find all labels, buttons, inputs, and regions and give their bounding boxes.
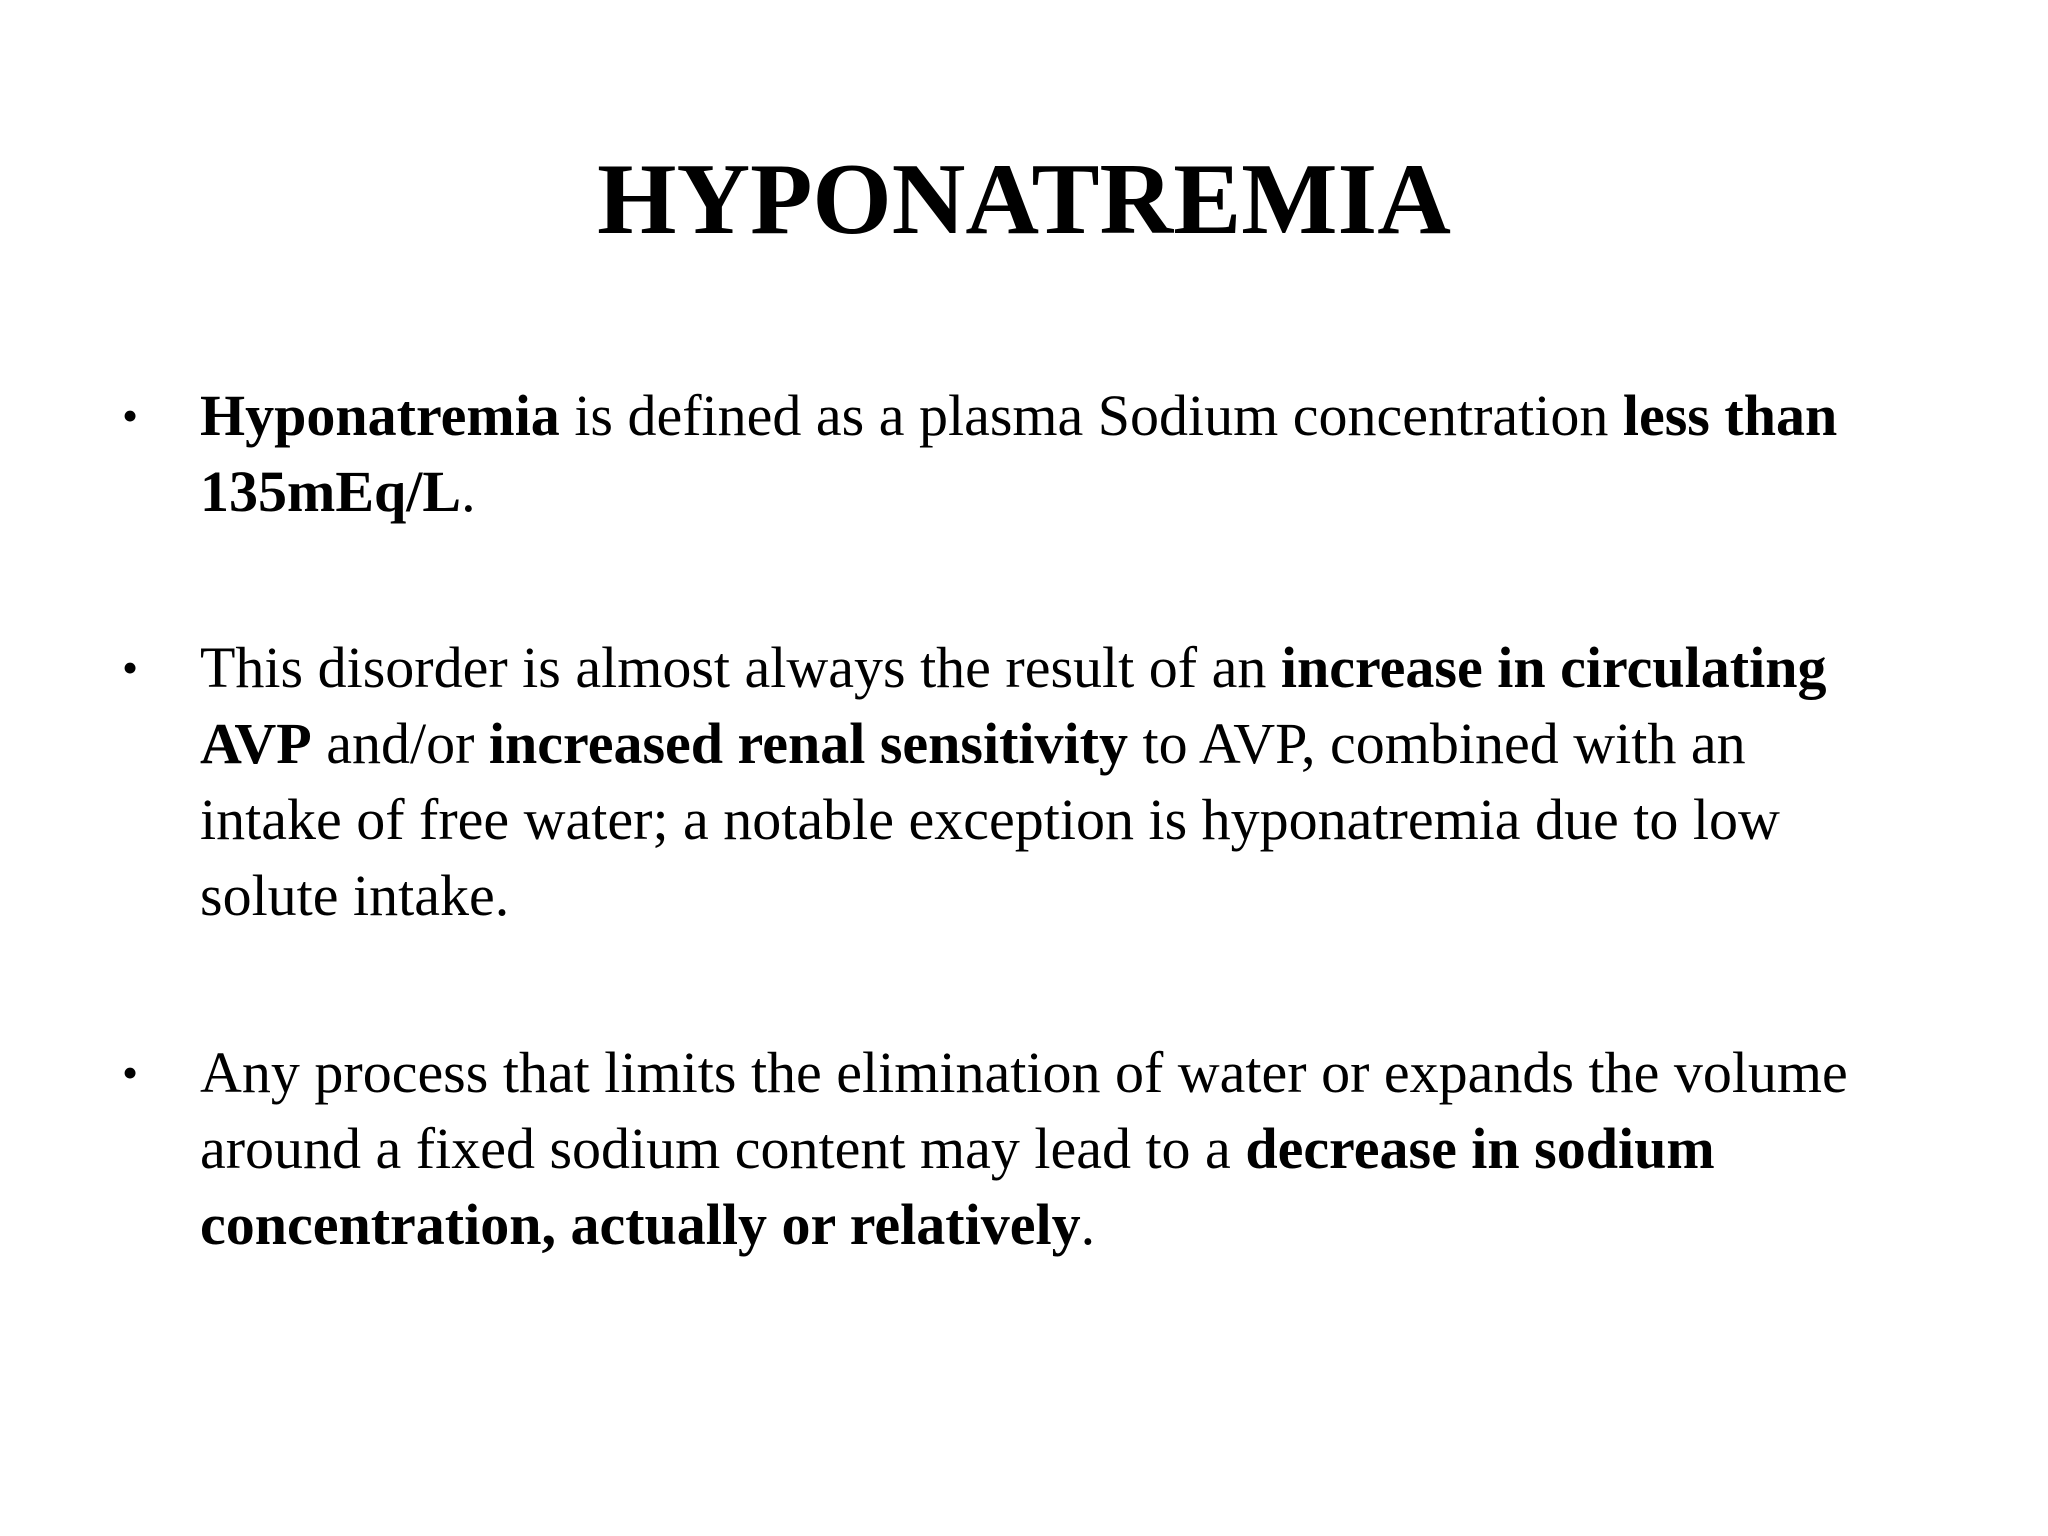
emphasis-avp-increase: increase in circulating AVP (200, 635, 1827, 776)
bullet-item-definition (122, 378, 1880, 530)
bullet-icon: • (122, 390, 139, 441)
bullet-icon: • (122, 1047, 139, 1098)
emphasis-renal-sensitivity: increased renal sensitivity (488, 711, 1128, 776)
term-hyponatremia: Hyponatremia (200, 383, 560, 448)
bullet-text: . (1080, 1192, 1096, 1257)
emphasis-threshold: less than 135mEq/L (200, 383, 1838, 524)
bullet-text: is defined as a plasma Sodium concentration (559, 383, 1623, 448)
bullet-icon: • (122, 642, 139, 693)
bullet-text: to AVP, combined with an intake of free water; a notable exception is hyponatremia due to low solute intake. (200, 711, 1780, 928)
slide-title: HYPONATREMIA (597, 143, 1451, 256)
bullet-text: and/or (311, 711, 489, 776)
bullet-text: . (461, 459, 476, 524)
emphasis-sodium-decrease: decrease in sodium concentration, actually or relatively (200, 1116, 1715, 1257)
bullet-text: This disorder is almost always the result of an (200, 635, 1281, 700)
bullet-item-cause (122, 630, 1880, 934)
bullet-item-mechanism (122, 1035, 1880, 1263)
bullet-text: Any process that limits the elimination of water or expands the volume around a fixed sodium content may lead to a (200, 1040, 1848, 1181)
